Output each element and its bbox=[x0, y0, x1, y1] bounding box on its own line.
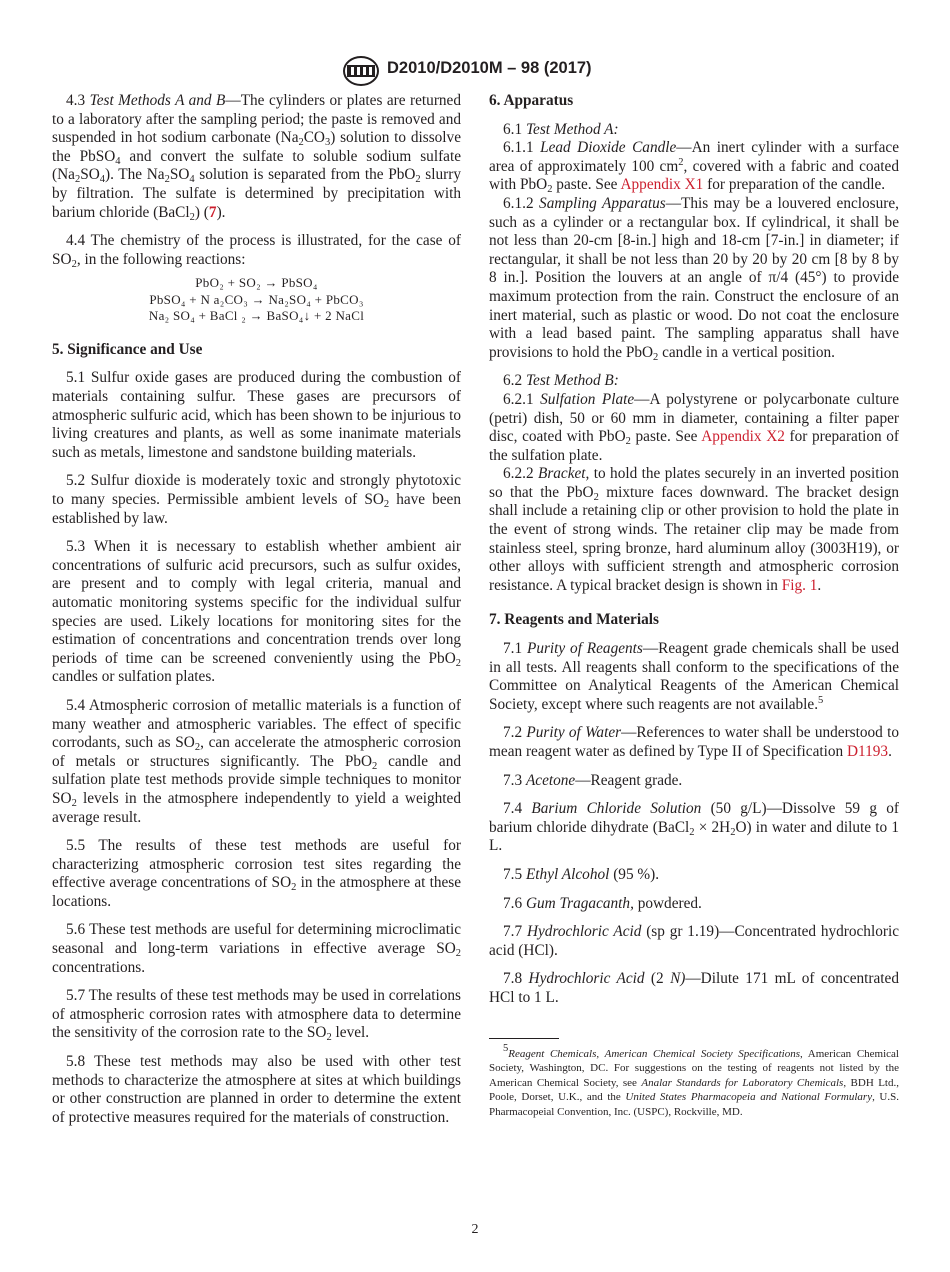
document-designation: D2010/D2010M – 98 (2017) bbox=[387, 59, 592, 77]
appendix-x2-link[interactable]: Appendix X2 bbox=[701, 428, 785, 446]
fig-1-link[interactable]: Fig. 1 bbox=[781, 576, 818, 594]
reference-link[interactable]: 7 bbox=[208, 203, 217, 221]
section-5-8: 5.8 These test methods may also be used with other test methods to characterize the atmosphere at sites at which buildings or other construction are planned in order to determine the extent of protective measures required for the materials of construction. bbox=[52, 1053, 461, 1126]
left-column bbox=[52, 92, 461, 1137]
section-7-heading: 7. Reagents and Materials bbox=[489, 611, 659, 629]
section-6-heading: 6. Apparatus bbox=[489, 92, 574, 109]
section-5-heading: 5. Significance and Use bbox=[52, 340, 203, 358]
section-6-2: 6.2 Test Method B: bbox=[503, 372, 619, 390]
reaction-equations bbox=[52, 275, 461, 325]
section-5-3: 5.3 When it is necessary to establish whether ambient air concentrations of sulfuric acid precursors, such as sulfur oxides, are present and to comply with legal criteria, manual and automatic monitoring systems specific for the individual sulfur species are used. Likely locations for monitoring sites for the estimation of concentrations and concentration trends over long periods of time can be screened conveniently using the PbO$_2$ candles or sulfation plates. bbox=[52, 538, 461, 686]
section-5-5: 5.5 The results of these test methods are useful for characterizing atmospheric corrosion test sites regarding the effective average concentrations of $SO_2$ in the atmosphere at these locations. bbox=[52, 837, 462, 910]
section-5-7: 5.7 The results of these test methods may be used in correlations of atmospheric corrosion rates with atmosphere data to determine the sensitivity of the corrosion rate to the $SO_2$ level. bbox=[52, 987, 461, 1044]
footnote-divider bbox=[489, 1038, 559, 1039]
page-header bbox=[0, 56, 950, 86]
right-column bbox=[489, 92, 899, 1119]
astm-logo-icon bbox=[341, 56, 381, 86]
equation-3: Na₂ SO₄ + BaCl ₂ → BaSO₄↓ + 2 NaCl bbox=[148, 308, 365, 324]
section-5-6: 5.6 These test methods are useful for determining microclimatic seasonal and long-term variations in effective average $SO_2$ concentrations. bbox=[52, 921, 461, 976]
section-7-8: 7.8 Hydrochloric Acid (2 N)—Dilute 171 mL of concentrated HCl to 1 L. bbox=[489, 970, 899, 1006]
section-7-7: 7.7 Hydrochloric Acid (sp gr 1.19)—Concentrated hydrochloric acid (HCl). bbox=[489, 923, 899, 959]
section-7-6: 7.6 Gum Tragacanth, powdered. bbox=[503, 894, 702, 912]
section-4-3: 4.3 Test Methods A and B—The cylinders or plates are returned to a laboratory after the sampling period; the paste is removed and suspended in hot sodium carbonate $(Na_2CO_3)$ solution to dissolve the PbSO$_4$ and convert the sulfate to soluble sodium sulfate $(Na_2SO_4)$. The $Na_2SO_4$ solution is separated from the PbO$_2$ slurry by filtration. The sulfate is determined by precipitation with barium chloride (BaCl$_2$) (7). bbox=[52, 92, 461, 223]
section-6-2-1: 6.2.1 Sulfation Plate—A polystyrene or polycarbonate culture (petri) dish, 50 or 60 mm in diameter, containing a filter paper disc, coated with PbO$_2$ paste. See Appendix X2 for preparation of the sulfation plate. bbox=[489, 390, 899, 464]
equation-1: PbO₂ + SO₂ → PbSO₄ bbox=[195, 275, 318, 291]
appendix-x1-link[interactable]: Appendix X1 bbox=[620, 176, 704, 194]
section-7-2: 7.2 Purity of Water—References to water shall be understood to mean reagent water as defined by Type II of Specification D1193. bbox=[489, 724, 899, 760]
section-5-4: 5.4 Atmospheric corrosion of metallic materials is a function of many weather and atmospheric variables. The effect of specific corrodants, such as $SO_2$, can accelerate the atmospheric corrosion of metals or structures significantly. The PbO$_2$ candle and sulfation plate test methods provide simple techniques to monitor $SO_2$ levels in the atmosphere independently to yield a weighted average result. bbox=[52, 696, 462, 826]
section-7-5: 7.5 Ethyl Alcohol (95 %). bbox=[503, 865, 660, 883]
page-number: 2 bbox=[471, 1222, 479, 1237]
section-4-4: 4.4 The chemistry of the process is illustrated, for the case of $SO_2$, in the following reactions: bbox=[52, 232, 461, 270]
section-7-4: 7.4 Barium Chloride Solution (50 g/L)—Dissolve 59 g of barium chloride dihydrate (BaCl$_2$ × $2H_2O$) in water and dilute to 1 L. bbox=[489, 800, 899, 855]
section-7-3: 7.3 Acetone—Reagent grade. bbox=[503, 771, 683, 789]
section-5-2: 5.2 Sulfur dioxide is moderately toxic and strongly phytotoxic to many species. Permissible ambient levels of $SO_2$ have been established by law. bbox=[52, 472, 461, 527]
section-6-2-2: 6.2.2 Bracket, to hold the plates securely in an inverted position so that the PbO$_2$ mixture faces downward. The bracket design shall include a retaining clip or other provision to hold the plate in the event of strong winds. The retainer clip may be made from stainless steel, spring bronze, hard aluminum alloy (3003H19), or other alloys with sufficient strength and atmospheric corrosion resistance. A typical bracket design is shown in Fig. 1. bbox=[489, 465, 900, 594]
section-6-1: 6.1 Test Method A: bbox=[503, 120, 619, 138]
section-6-1-2: 6.1.2 Sampling Apparatus—This may be a louvered enclosure, such as a cylinder or a rectangular box. If cylindrical, it shall be not less than 20-cm [8-in.] high and 18-cm [7-in.] in diameter; if rectangular, it shall be not less than 20 by 20 by 20 cm [8 by 8 by 8 in.]. Position the louvers at an angle of π/4 (45°) to provide maximum protection from the rain. Construct the enclosure of an inert material, such as plastic or wood. Do not coat the enclosure with a lead based paint. The sampling apparatus shall have provisions to hold the PbO$_2$ candle in a vertical position. bbox=[489, 194, 899, 363]
footnote-5: $^5$Reagent Chemicals, American Chemical Society Specifications, American Chemical Society, Washington, DC. For suggestions on the testing of reagents not listed by the American Chemical Society, see Analar Standards for Laboratory Chemicals, BDH Ltd., Poole, Dorset, U.K., and the United States Pharmacopeia and National Formulary, U.S. Pharmacopeial Convention, Inc. (USPC), Rockville, MD. bbox=[489, 1042, 899, 1118]
section-5-1: 5.1 Sulfur oxide gases are produced during the combustion of materials containing sulfur. These gases are precursors of atmospheric sulfuric acid, which has been shown to be injurious to living creatures and plants, as well as some inanimate materials such as metals, limestone and sandstone building materials. bbox=[52, 369, 461, 461]
equation-2: PbSO₄ + N a₂CO₃ → Na₂SO₄ + PbCO₃ bbox=[149, 291, 364, 307]
section-7-1: 7.1 Purity of Reagents—Reagent grade chemicals shall be used in all tests. All reagents shall conform to the specifications of the Committee on Analytical Reagents of the American Chemical Society, except where such reagents are not available.$^5$ bbox=[489, 640, 899, 713]
section-6-1-1: 6.1.1 Lead Dioxide Candle—An inert cylinder with a surface area of approximately 100 $cm^2$, covered with a fabric and coated with PbO$_2$ paste. See Appendix X1 for preparation of the candle. bbox=[489, 139, 900, 196]
d1193-link[interactable]: D1193 bbox=[846, 743, 889, 760]
